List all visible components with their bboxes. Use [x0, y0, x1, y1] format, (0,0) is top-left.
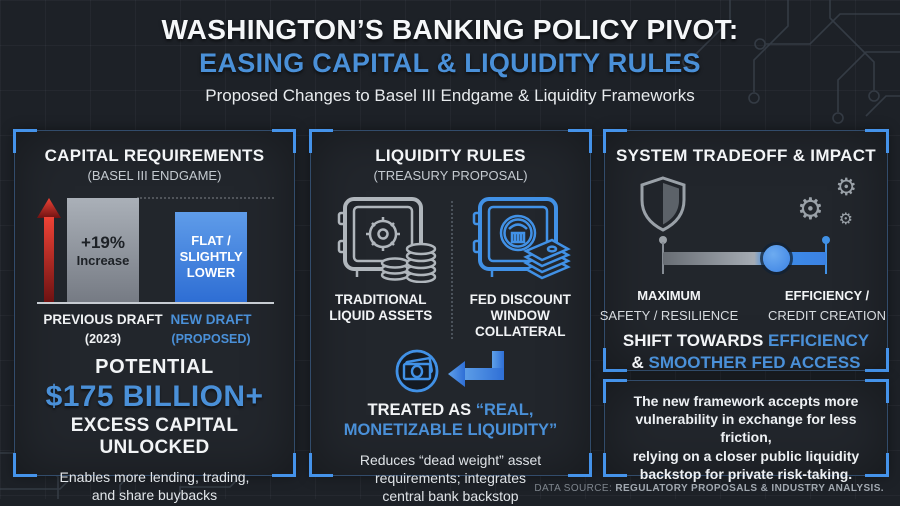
panel-title: CAPITAL REQUIREMENTS [44, 146, 265, 165]
new-draft-axis-label [156, 310, 266, 348]
note-line: Enables more lending, trading, [59, 469, 250, 485]
slider-labels [599, 286, 887, 323]
corner-bracket [13, 129, 37, 153]
bar-value-label: +19% [81, 232, 125, 252]
slider-track [663, 252, 826, 265]
framework-note-panel [604, 380, 888, 482]
corner-bracket [309, 129, 333, 153]
note-line: The new framework accepts more [633, 393, 859, 409]
label-line: FED DISCOUNT [469, 292, 571, 307]
note-line: relying on a closer public liquidity [632, 447, 860, 464]
label-line: CREDIT CREATION [768, 307, 886, 323]
label-line: SAFETY / RESILIENCE [599, 307, 739, 323]
corner-bracket [568, 129, 592, 153]
note-line: backstop for private risk-taking. [639, 465, 853, 482]
data-source-footer [534, 483, 884, 494]
page-title: WASHINGTON’S BANKING POLICY PIVOT: [161, 14, 739, 45]
header [0, 14, 900, 106]
tradeoff-icons [605, 174, 887, 234]
previous-draft-bar [67, 198, 139, 302]
bar-value-label: FLAT / SLIGHTLY LOWER [179, 232, 243, 281]
dotted-divider [451, 201, 453, 339]
panel-subtitle: (TREASURY PROPOSAL) [373, 168, 528, 183]
label-line: LIQUID ASSETS [329, 307, 433, 323]
slider-knob [763, 245, 790, 272]
liquidity-note [311, 451, 590, 506]
framework-note-text [605, 392, 887, 483]
excess-capital-label: EXCESS CAPITAL UNLOCKED [70, 415, 239, 458]
heading-segment-white: & [631, 353, 649, 373]
arrow-left-icon [448, 351, 508, 391]
potential-kicker: POTENTIAL [95, 356, 214, 378]
gears-icon [797, 175, 861, 233]
gear-glyph: ⚙ [838, 209, 853, 228]
traditional-assets-label [311, 292, 451, 324]
system-tradeoff-panel [599, 130, 888, 373]
corner-bracket [272, 453, 296, 477]
corner-bracket [865, 453, 889, 477]
corner-bracket [568, 453, 592, 477]
corner-bracket [603, 379, 627, 403]
fed-vault-icon [462, 195, 578, 283]
chart-baseline [37, 302, 274, 304]
label-line: MAXIMUM [637, 288, 701, 303]
heading-segment-white: TREATED AS [367, 400, 476, 419]
label-line: COLLATERAL [475, 323, 566, 339]
corner-bracket [309, 453, 333, 477]
heading-segment-blue: SMOOTHER FED ACCESS [648, 353, 861, 373]
safe-vault-icon [323, 195, 439, 283]
safety-label [589, 286, 749, 325]
tradeoff-slider [605, 236, 887, 278]
gear-glyph: ⚙ [797, 192, 824, 227]
axis-label-status: (PROPOSED) [171, 332, 251, 347]
traditional-assets-column [311, 195, 451, 340]
page-subtitle: EASING CAPITAL & LIQUIDITY RULES [199, 48, 701, 78]
treated-as-heading [311, 400, 590, 441]
note-line: and share buybacks [91, 487, 218, 504]
panel-subtitle: (BASEL III ENDGAME) [87, 168, 222, 183]
footer-value: REGULATORY PROPOSALS & INDUSTRY ANALYSIS. [615, 483, 884, 494]
label-line: WINDOW [490, 307, 550, 323]
heading-segment-blue: EFFICIENCY [768, 331, 870, 350]
fed-collateral-column [451, 195, 591, 340]
red-up-arrow-icon [37, 198, 61, 302]
liquidity-comparison [311, 195, 590, 340]
money-circle-icon [394, 348, 440, 394]
heading-segment-blue: “REAL, [475, 400, 534, 419]
fed-collateral-label [451, 292, 591, 340]
heading-segment-blue: MONETIZABLE LIQUIDITY” [343, 421, 558, 440]
note-line: central bank backstop [382, 488, 519, 505]
chart-axis-labels [15, 310, 294, 347]
projection-dotted-line [137, 197, 274, 199]
label-line: TRADITIONAL [335, 292, 427, 307]
note-line: vulnerability in exchange for less friction, [635, 411, 857, 446]
axis-label-text: PREVIOUS DRAFT [43, 312, 163, 327]
label-line: EFFICIENCY / [784, 288, 870, 303]
corner-bracket [13, 453, 37, 477]
previous-draft-axis-label [38, 310, 168, 348]
note-line: requirements; integrates [375, 470, 526, 487]
corner-bracket [603, 129, 627, 153]
panel-title: SYSTEM TRADEOFF & IMPACT [616, 146, 876, 165]
corner-bracket [272, 129, 296, 153]
capital-requirements-panel [14, 130, 295, 504]
axis-label-text: NEW DRAFT [170, 312, 252, 327]
footer-label: DATA SOURCE: [534, 483, 613, 494]
shift-heading [605, 330, 887, 374]
corner-bracket [865, 379, 889, 403]
corner-bracket [603, 453, 627, 477]
heading-segment-white: SHIFT TOWARDS [622, 331, 769, 350]
panel-title: LIQUIDITY RULES [375, 146, 526, 165]
corner-bracket [865, 129, 889, 153]
shield-icon [637, 175, 689, 233]
efficiency-label [747, 286, 900, 325]
treated-as-icon-row [311, 348, 590, 394]
capital-bar-chart [37, 196, 272, 302]
corner-bracket [865, 348, 889, 372]
page-tagline: Proposed Changes to Basel III Endgame & Liquidity Frameworks [205, 86, 695, 105]
axis-label-year: (2023) [84, 332, 122, 347]
bar-value-sublabel: Increase [76, 252, 130, 268]
corner-bracket [603, 348, 627, 372]
new-draft-bar [175, 212, 247, 302]
excess-capital-value: $175 BILLION+ [45, 380, 264, 413]
note-line: Reduces “dead weight” asset [359, 452, 542, 469]
gear-glyph: ⚙ [835, 173, 857, 201]
